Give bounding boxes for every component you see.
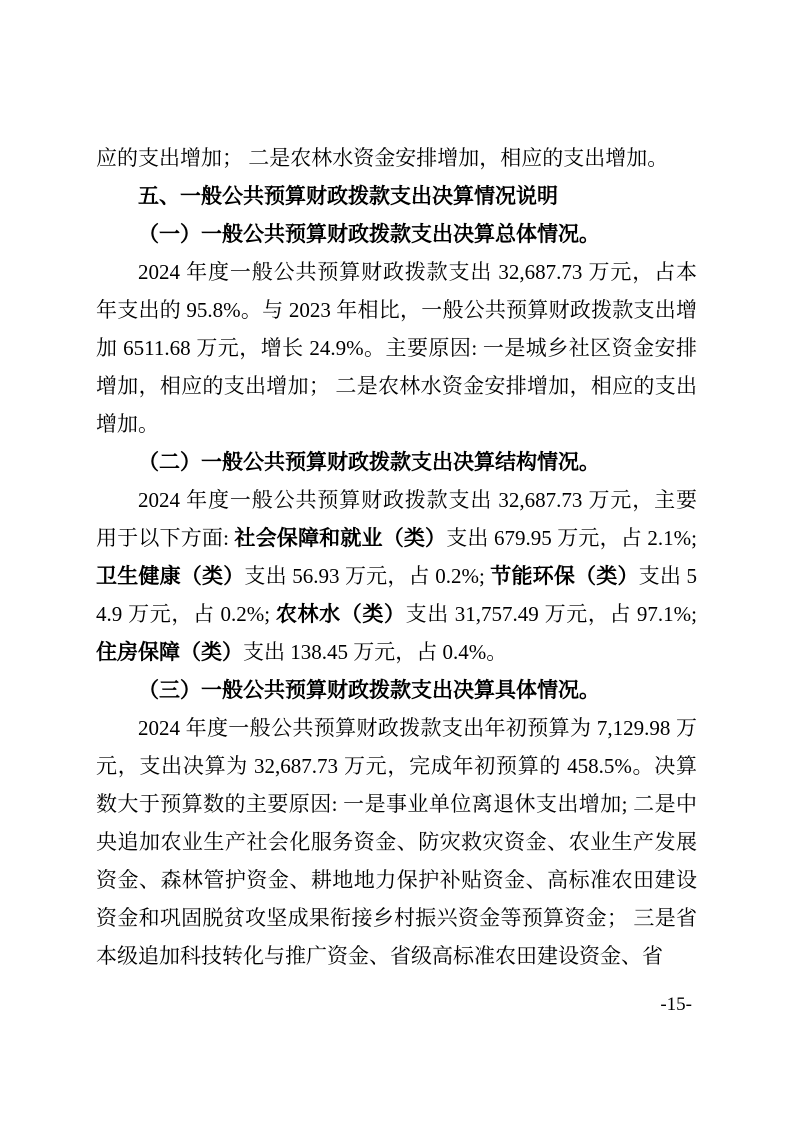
text-run: 支出 31,757.49 万元，占 97.1%; bbox=[405, 602, 698, 626]
document-body bbox=[96, 139, 697, 975]
category-energy-environment: 节能环保（类） bbox=[490, 564, 639, 588]
category-health: 卫生健康（类） bbox=[96, 564, 245, 588]
text-run: 支出 54.9 万元，占 0.2%; bbox=[96, 564, 698, 626]
paragraph-overall-situation bbox=[96, 253, 697, 443]
text-run: （一）一般公共预算财政拨款支出决算总体情况。 bbox=[138, 222, 600, 246]
text-run: （三）一般公共预算财政拨款支出决算具体情况。 bbox=[138, 678, 600, 702]
paragraph-specific-situation bbox=[96, 709, 697, 975]
page-number: -15- bbox=[660, 994, 692, 1015]
subsection-heading-two bbox=[96, 443, 697, 481]
category-social-security: 社会保障和就业（类） bbox=[234, 526, 447, 550]
subsection-heading-three bbox=[96, 671, 697, 709]
category-agriculture-forestry-water: 农林水（类） bbox=[275, 602, 406, 626]
text-run: 应的支出增加； 二是农林水资金安排增加，相应的支出增加。 bbox=[96, 146, 669, 170]
section-heading-five bbox=[96, 177, 697, 215]
subsection-heading-one bbox=[96, 215, 697, 253]
text-run: （二）一般公共预算财政拨款支出决算结构情况。 bbox=[138, 450, 600, 474]
text-run: 2024 年度一般公共预算财政拨款支出 32,687.73 万元，主要用于以下方面: bbox=[96, 488, 697, 550]
text-run: 支出 679.95 万元，占 2.1%; bbox=[446, 526, 697, 550]
text-run: 五、一般公共预算财政拨款支出决算情况说明 bbox=[138, 184, 558, 208]
text-run: 2024 年度一般公共预算财政拨款支出年初预算为 7,129.98 万元，支出决算为 32,687.73 万元，完成年初预算的 458.5%。决算数大于预算数的主要原因: 一是事业单位离退休支出增加; 二是中央追加农业生产社会化服务资金、防灾救灾资金、农业生产发展资金、森林管护资金、耕地地力保护补贴资金、高标准农田建设资金和巩固脱贫攻坚成果衔接乡村振兴资金等预算资金； 三是省本级追加科技转化与推广资金、省级高标准农田建设资金、省 bbox=[96, 716, 697, 968]
text-run: 2024 年度一般公共预算财政拨款支出 32,687.73 万元，占本年支出的 95.8%。与 2023 年相比，一般公共预算财政拨款支出增加 6511.68 万元，增长 24.9%。主要原因: 一是城乡社区资金安排增加，相应的支出增加； 二是农林水资金安排增加，相应的支出增加。 bbox=[96, 260, 697, 436]
text-run: 支出 138.45 万元，占 0.4%。 bbox=[243, 640, 508, 664]
paragraph-continuation bbox=[96, 139, 697, 177]
text-run: 支出 56.93 万元，占 0.2%; bbox=[244, 564, 491, 588]
page-footer bbox=[660, 993, 692, 1017]
paragraph-structure-situation bbox=[96, 481, 697, 671]
category-housing-security: 住房保障（类） bbox=[96, 640, 243, 664]
